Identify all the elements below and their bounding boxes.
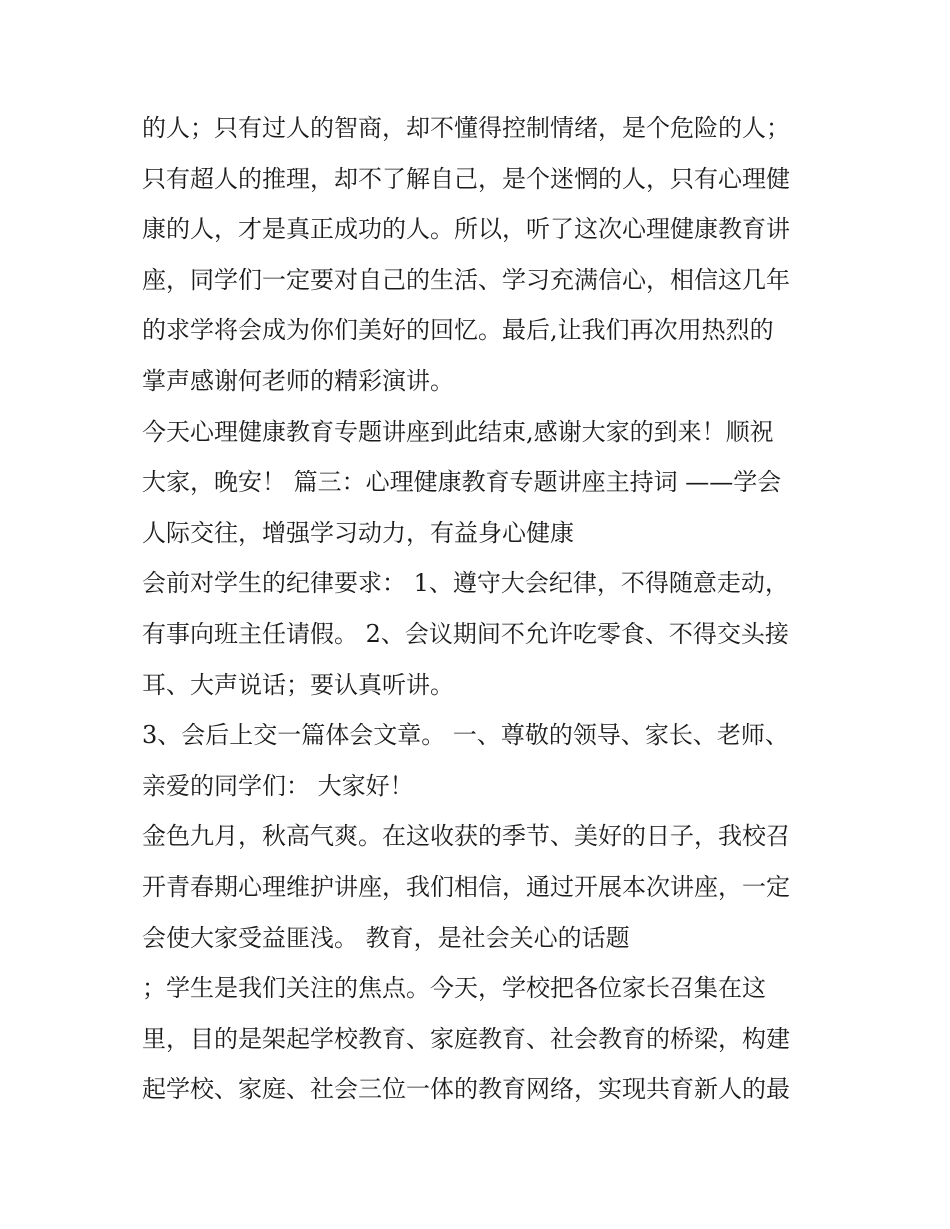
text-line: 的求学将会成为你们美好的回忆。最后,让我们再次用热烈的 <box>142 316 774 345</box>
text-line: 耳、大声说话；要认真听讲。 <box>142 670 454 699</box>
text-line: 亲爱的同学们： 大家好！ <box>142 771 414 800</box>
text-line: 的人；只有过人的智商，却不懂得控制情绪，是个危险的人； <box>142 114 790 142</box>
text-line: 金色九月，秋高气爽。在这收获的季节、美好的日子，我校召 <box>142 822 790 851</box>
text-line: 起学校、家庭、社会三位一体的教育网络，实现共育新人的最 <box>142 1075 790 1104</box>
text-line: 大家，晚安！ 篇三：心理健康教育专题讲座主持词 ——学会 <box>142 468 782 497</box>
text-line: 今天心理健康教育专题讲座到此结束,感谢大家的到来！顺祝 <box>142 417 774 446</box>
text-line: 会前对学生的纪律要求： 1、遵守大会纪律，不得随意走动， <box>142 569 789 598</box>
text-line: 有事向班主任请假。 2、会议期间不允许吃零食、不得交头接 <box>142 619 789 648</box>
text-line: 掌声感谢何老师的精彩演讲。 <box>142 366 454 395</box>
text-line: 只有超人的推理，却不了解自己，是个迷惘的人，只有心理健 <box>142 164 790 193</box>
text-line: 开青春期心理维护讲座，我们相信，通过开展本次讲座，一定 <box>142 872 790 901</box>
text-line: 里，目的是架起学校教育、家庭教育、社会教育的桥梁，构建 <box>142 1024 790 1053</box>
text-line: 座，同学们一定要对自己的生活、学习充满信心，相信这几年 <box>142 265 790 294</box>
text-line: 3、会后上交一篇体会文章。 一、尊敬的领导、家长、老师、 <box>142 721 789 750</box>
text-line: 会使大家受益匪浅。 教育，是社会关心的话题 <box>142 923 630 952</box>
text-line: 人际交往，增强学习动力，有益身心健康 <box>142 518 574 547</box>
text-line: 康的人，才是真正成功的人。所以，听了这次心理健康教育讲 <box>142 215 790 244</box>
document-body <box>142 106 822 1118</box>
text-line: ；学生是我们关注的焦点。今天，学校把各位家长召集在这 <box>142 974 766 1003</box>
